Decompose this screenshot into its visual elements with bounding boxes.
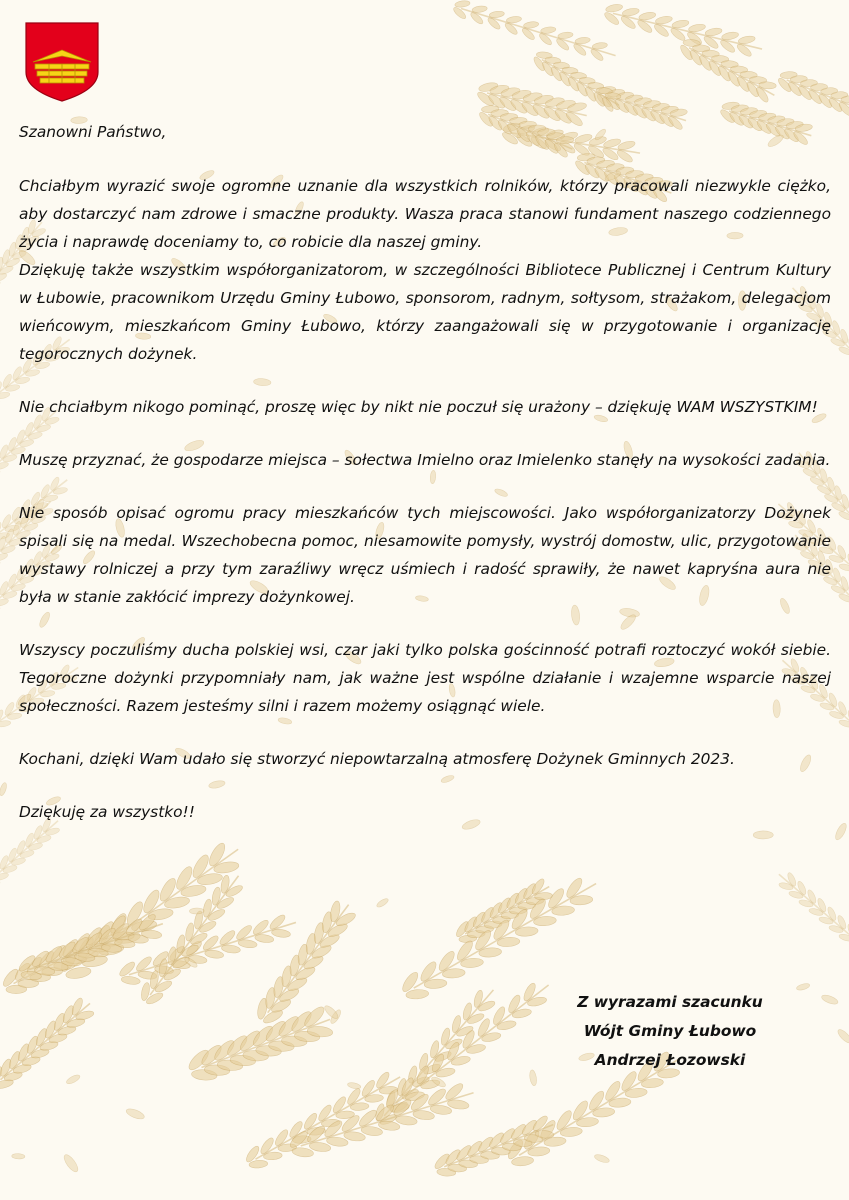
signature-line-title: Wójt Gminy Łubowo xyxy=(583,1022,757,1040)
letter-paragraph-5: Nie sposób opisać ogromu pracy mieszkańców tych miejscowości. Jako współorganizatorzy Dożynek spisali się na medal. Wszechobecna pomoc, niesamowite pomysły, wystrój domostw, ulic, przygotowanie wystawy rolniczej a przy tym zaraźliwy wręcz uśmiech i radość sprawiły, że nawet kapryśna aura nie była w stanie zakłócić imprezy dożynkowej. xyxy=(19,504,831,606)
letter-paragraph-7: Kochani, dzięki Wam udało się stworzyć niepowtarzalną atmosferę Dożynek Gminnych 2023. xyxy=(19,750,735,768)
letter-body xyxy=(19,118,831,851)
letter-paragraph-3: Nie chciałbym nikogo pominąć, proszę więc by nikt nie poczuł się urażony – dziękuję WAM WSZYSTKIM! xyxy=(19,398,818,416)
letter-greeting: Szanowni Państwo, xyxy=(19,123,167,141)
letter-closing: Dziękuję za wszystko!! xyxy=(19,803,195,821)
coat-of-arms-icon xyxy=(25,22,99,102)
letter-paragraph-2: Dziękuję także wszystkim współorganizatorom, w szczególności Bibliotece Publicznej i Centrum Kultury w Łubowie, pracownikom Urzędu Gminy Łubowo, sponsorom, radnym, sołtysom, strażakom, delegacjom wieńcowym, mieszkańcom Gminy Łubowo, którzy zaangażowali się w przygotowanie i organizację tegorocznych dożynek. xyxy=(19,261,831,363)
signature-block xyxy=(555,988,785,1075)
signature-line-name: Andrzej Łozowski xyxy=(594,1051,746,1069)
letter-paragraph-6: Wszyscy poczuliśmy ducha polskiej wsi, czar jaki tylko polska gościnność potrafi roztoczyć wokół siebie. Tegoroczne dożynki przypomniały nam, jak ważne jest wspólne działanie i wzajemne wsparcie naszej społeczności. Razem jesteśmy silni i razem możemy osiągnąć wiele. xyxy=(19,641,831,715)
letter-paragraph-4: Muszę przyznać, że gospodarze miejsca – sołectwa Imielno oraz Imielenko stanęły na wysokości zadania. xyxy=(19,451,831,469)
signature-line-regards: Z wyrazami szacunku xyxy=(577,993,763,1011)
letter-paragraph-1: Chciałbym wyrazić swoje ogromne uznanie dla wszystkich rolników, którzy pracowali niezwykle ciężko, aby dostarczyć nam zdrowe i smaczne produkty. Wasza praca stanowi fundament naszego codziennego życia i naprawdę doceniamy to, co robicie dla naszej gminy. xyxy=(19,177,831,251)
